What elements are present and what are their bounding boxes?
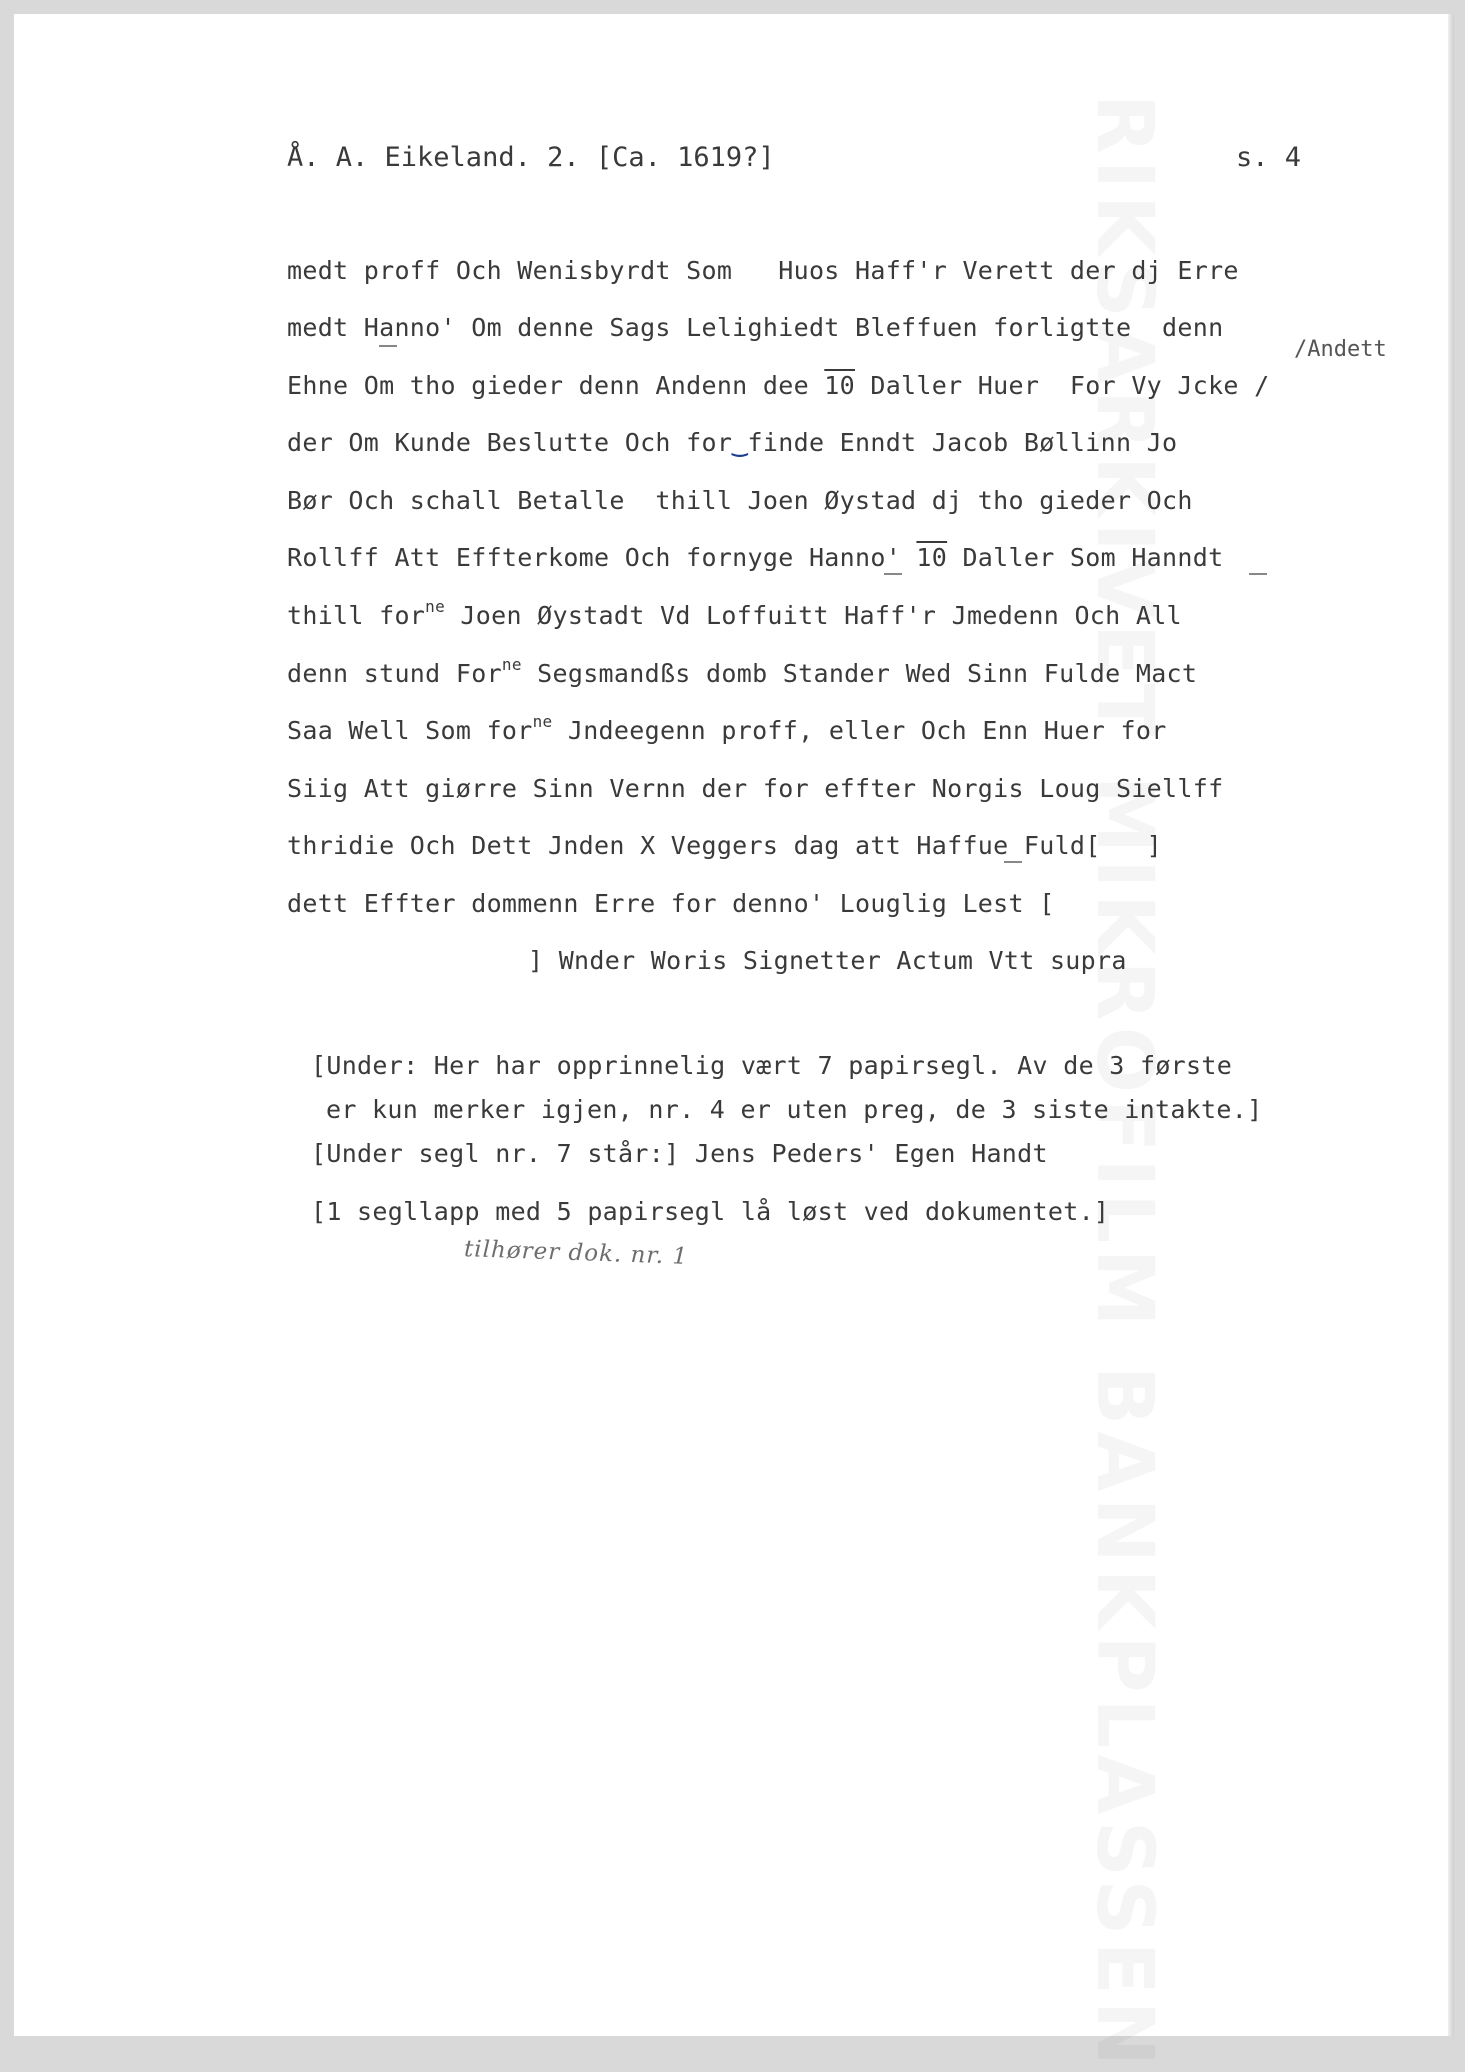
handwritten-annotation: tilhører dok. nr. 1 — [463, 1236, 689, 1270]
transcript-line-5: Bør Och schall Betalle thill Joen Øystad dj tho gieder Och — [287, 486, 1193, 515]
transcript-line-3: Ehne Om tho gieder denn Andenn dee 10 Daller Huer For Vy Jcke / — [287, 371, 1270, 400]
note-seals-2: er kun merker igjen, nr. 4 er uten preg, de 3 siste intakte.] — [326, 1095, 1263, 1124]
abbreviation-mark — [884, 573, 902, 575]
note-signature: [Under segl nr. 7 står:] Jens Peders' Egen Handt — [311, 1139, 1048, 1168]
transcript-line-11: thridie Och Dett Jnden X Veggers dag att Haffue Fuld[ ] — [287, 831, 1163, 860]
transcript-line-7: thill for$^{ne}$ Joen Øystadt Vd Loffuitt Haff'r Jmedenn Och All — [287, 597, 1182, 630]
transcript-line-8: denn stund For$^{ne}$ Segsmandßs domb Stander Wed Sinn Fulde Mact — [287, 655, 1198, 688]
transcript-line-1: medt proff Och Wenisbyrdt Som Huos Haff'r Verett der dj Erre — [287, 256, 1239, 285]
note-loose-seals: [1 segllapp med 5 papirsegl lå løst ved dokumentet.] — [311, 1197, 1110, 1226]
document-reference: Å. A. Eikeland. 2. [Ca. 1619?] — [287, 142, 775, 173]
abbreviation-mark — [1004, 861, 1022, 863]
abbreviation-mark — [379, 345, 397, 347]
abbreviation-mark — [1249, 573, 1267, 575]
transcript-line-13: ] Wnder Woris Signetter Actum Vtt supra — [528, 946, 1127, 975]
transcript-line-4: der Om Kunde Beslutte Och for‿finde Enndt Jacob Bøllinn Jo — [287, 428, 1178, 457]
transcript-line-10: Siig Att giørre Sinn Vernn der for effter Norgis Loug Siellff — [287, 774, 1224, 803]
transcript-line-9: Saa Well Som for$^{ne}$ Jndeegenn proff, eller Och Enn Huer for — [287, 712, 1167, 745]
transcript-line-2: medt Hanno' Om denne Sags Lelighiedt Bleffuen forligtte denn — [287, 313, 1224, 342]
transcript-line-12: dett Effter dommenn Erre for denno' Louglig Lest [ — [287, 889, 1055, 918]
note-seals-1: [Under: Her har opprinnelig vært 7 papirsegl. Av de 3 første — [311, 1051, 1233, 1080]
page-number: s. 4 — [1236, 142, 1302, 173]
document-page — [14, 14, 1454, 2036]
margin-annotation: /Andett — [1294, 337, 1387, 362]
transcript-line-6: Rollff Att Effterkome Och fornyge Hanno' 10 Daller Som Hanndt — [287, 543, 1224, 572]
